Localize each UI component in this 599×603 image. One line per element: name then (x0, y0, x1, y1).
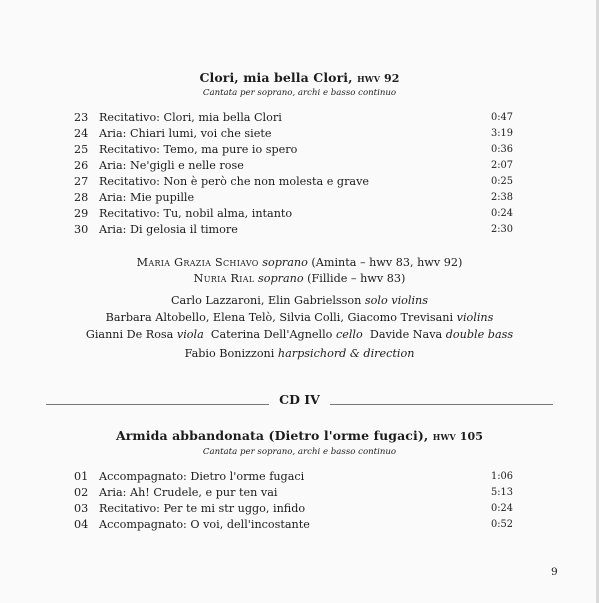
performer-name: Fabio Bonizzoni (184, 347, 275, 360)
work-title-clori (0, 70, 599, 85)
track-number: 04 (74, 518, 89, 531)
cd-divider (0, 392, 599, 412)
track-number: 25 (74, 143, 89, 156)
track-title: Recitativo: Temo, ma pure io spero (99, 143, 298, 156)
track-number: 24 (74, 127, 89, 140)
track-duration: 0:52 (491, 519, 513, 530)
cd-label: CD IV (0, 392, 599, 407)
track-row (0, 175, 599, 191)
track-row (0, 486, 599, 502)
track-duration: 3:19 (491, 128, 513, 139)
track-row (0, 470, 599, 486)
track-duration: 0:25 (491, 176, 513, 187)
track-number: 02 (74, 486, 89, 499)
track-row (0, 191, 599, 207)
track-number: 27 (74, 175, 89, 188)
track-title: Aria: Ah! Crudele, e pur ten vai (99, 486, 278, 499)
track-number: 30 (74, 223, 89, 236)
track-title: Accompagnato: O voi, dell'incostante (99, 518, 310, 531)
track-duration: 1:06 (491, 471, 513, 482)
track-row (0, 127, 599, 143)
track-duration: 5:13 (491, 487, 513, 498)
work-subtitle: Cantata per soprano, archi e basso continuo (202, 88, 397, 98)
work-title-armida (0, 428, 599, 443)
performer-name: Davide Nava (369, 328, 443, 341)
track-title: Aria: Ne'gigli e nelle rose (99, 159, 244, 172)
track-duration: 2:30 (491, 224, 513, 235)
track-row (0, 143, 599, 159)
track-row (0, 111, 599, 127)
track-row (0, 159, 599, 175)
performer-role: soprano (262, 256, 308, 269)
performer-names: Barbara Altobello, Elena Telò, Silvia Colli, Giacomo Trevisani (105, 311, 454, 324)
credit-director (0, 347, 599, 360)
performer-name: Nuria Rial (193, 272, 255, 285)
track-number: 26 (74, 159, 89, 172)
track-row (0, 207, 599, 223)
track-row (0, 518, 599, 534)
track-number: 03 (74, 502, 89, 515)
performer-name: Gianni De Rosa (85, 328, 174, 341)
work-catalog-number: hwv 105 (432, 430, 484, 443)
track-title: Recitativo: Per te mi str uggo, infido (99, 502, 306, 515)
credit-violins (0, 311, 599, 324)
track-title: Aria: Mie pupille (99, 191, 195, 204)
performer-name: Maria Grazia Schiavo (136, 256, 259, 269)
track-duration: 2:07 (491, 160, 513, 171)
track-title: Aria: Chiari lumi, voi che siete (99, 127, 272, 140)
performer-role: double bass (445, 328, 514, 341)
performer-role: harpsichord & direction (277, 347, 415, 360)
track-number: 28 (74, 191, 89, 204)
work-title-text: Armida abbandonata (Dietro l'orme fugaci), (115, 428, 429, 443)
work-title-text: Clori, mia bella Clori, (199, 70, 353, 85)
performer-role: violins (456, 311, 494, 324)
track-title: Recitativo: Non è però che non molesta e grave (99, 175, 370, 188)
track-number: 29 (74, 207, 89, 220)
performer-names: Carlo Lazzaroni, Elin Gabrielsson (170, 294, 362, 307)
track-title: Accompagnato: Dietro l'orme fugaci (99, 470, 305, 483)
page-number: 9 (551, 566, 558, 578)
track-row (0, 223, 599, 239)
performer-role: solo violins (364, 294, 429, 307)
performer-role: cello (335, 328, 363, 341)
performer-character: (Fillide – hwv 83) (307, 272, 406, 285)
track-row (0, 502, 599, 518)
track-title: Recitativo: Tu, nobil alma, intanto (99, 207, 293, 220)
work-catalog-number: hwv 92 (357, 72, 400, 85)
performer-role: viola (176, 328, 204, 341)
credit-continuo (0, 328, 599, 341)
track-number: 01 (74, 470, 89, 483)
credit-solo-violins (0, 294, 599, 307)
performer-role: soprano (257, 272, 304, 285)
performer-name: Caterina Dell'Agnello (210, 328, 333, 341)
credit-singer-1 (0, 256, 599, 269)
track-duration: 0:24 (491, 208, 513, 219)
track-number: 23 (74, 111, 89, 124)
track-duration: 0:36 (491, 144, 513, 155)
track-duration: 2:38 (491, 192, 513, 203)
track-duration: 0:24 (491, 503, 513, 514)
track-title: Recitativo: Clori, mia bella Clori (99, 111, 282, 124)
work-subtitle: Cantata per soprano, archi e basso continuo (202, 447, 397, 457)
credit-singer-2 (0, 272, 599, 285)
track-duration: 0:47 (491, 112, 513, 123)
performer-character: (Aminta – hwv 83, hwv 92) (311, 256, 463, 269)
track-title: Aria: Di gelosia il timore (99, 223, 238, 236)
